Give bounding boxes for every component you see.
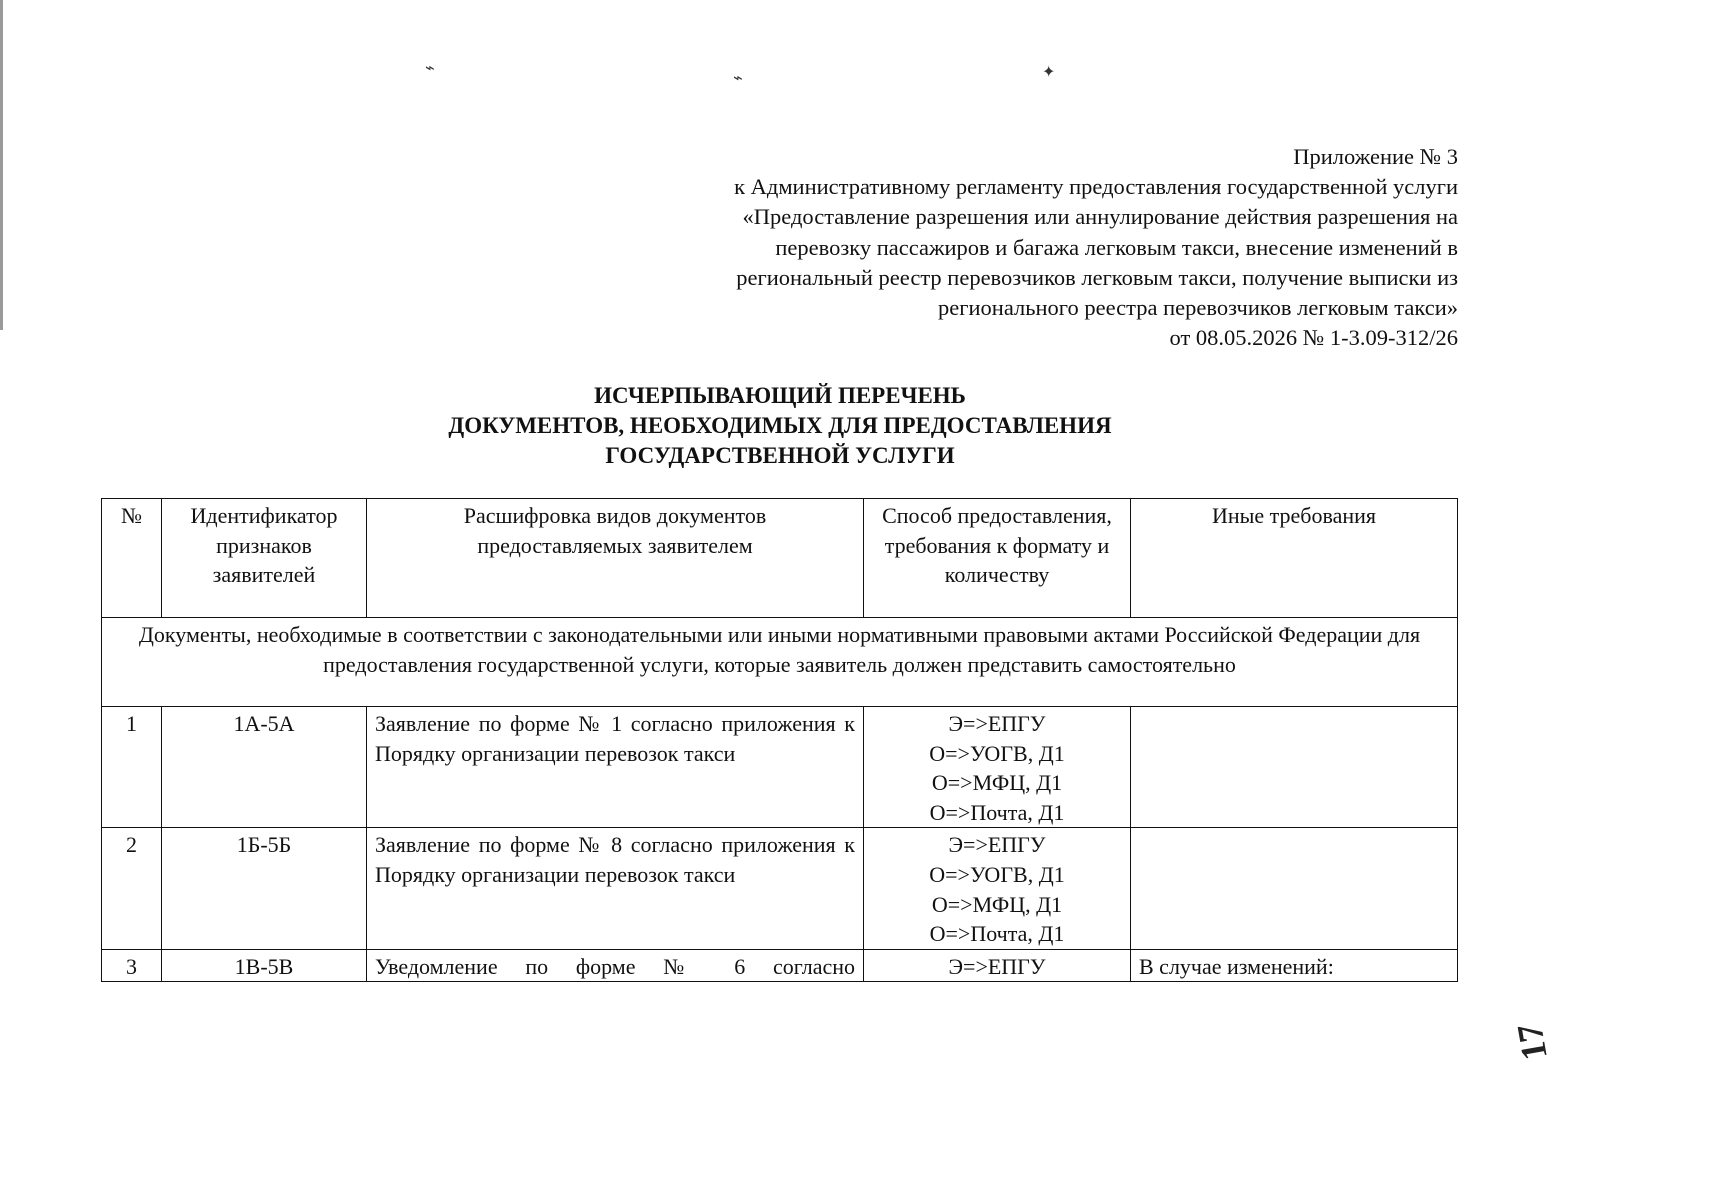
method-line: О=>Почта, Д1 — [929, 921, 1065, 947]
section-row — [102, 618, 1458, 707]
table-row — [102, 707, 1458, 828]
row-document: Заявление по форме № 8 согласно приложения к Порядку организации перевозок такси — [367, 828, 864, 949]
row-identifier: 1А-5А — [162, 707, 367, 828]
scan-edge — [0, 0, 3, 330]
table-row — [102, 828, 1458, 949]
row-method — [864, 949, 1131, 982]
row-num: 2 — [102, 828, 162, 949]
method-line: Э=>ЕПГУ — [948, 711, 1046, 736]
annex-date: от 08.05.2026 № 1-3.09-312/26 — [1169, 325, 1458, 351]
row-identifier: 1В-5В — [162, 949, 367, 982]
row-other — [1131, 707, 1458, 828]
method-line: О=>УОГВ, Д1 — [929, 740, 1065, 766]
row-document: Уведомление по форме № 6 согласно — [367, 949, 864, 982]
title-line: ГОСУДАРСТВЕННОЙ УСЛУГИ — [605, 443, 955, 468]
method-line: О=>УОГВ, Д1 — [929, 861, 1065, 887]
row-other — [1131, 828, 1458, 949]
header-method: Способ предоставления, требования к формату и количеству — [864, 499, 1131, 618]
annex-line: к Административному регламенту предоставления государственной услуги — [734, 174, 1458, 200]
documents-table — [101, 498, 1458, 982]
table-header-row — [102, 499, 1458, 618]
row-num: 3 — [102, 949, 162, 982]
row-document: Заявление по форме № 1 согласно приложения к Порядку организации перевозок такси — [367, 707, 864, 828]
method-line: Э=>ЕПГУ — [948, 953, 1046, 979]
title-line: ИСЧЕРПЫВАЮЩИЙ ПЕРЕЧЕНЬ — [594, 383, 966, 408]
page-number: 17 — [1509, 1020, 1555, 1064]
method-line: О=>МФЦ, Д1 — [931, 770, 1063, 796]
row-method — [864, 707, 1131, 828]
table-row — [102, 949, 1458, 982]
annex-line: региональный реестр перевозчиков легковым такси, получение выписки из — [736, 264, 1458, 290]
header-other: Иные требования — [1131, 499, 1458, 618]
annex-number: Приложение № 3 — [1293, 144, 1458, 169]
annex-line: перевозку пассажиров и багажа легковым такси, внесение изменений в — [775, 234, 1458, 260]
scan-speck: ⌁ — [733, 68, 743, 87]
row-method — [864, 828, 1131, 949]
scan-speck: ✦ — [1042, 62, 1056, 81]
row-num: 1 — [102, 707, 162, 828]
annex-header — [578, 142, 1458, 353]
header-identifier: Идентификатор признаков заявителей — [162, 499, 367, 618]
scan-speck: ⌁ — [425, 58, 435, 77]
title-line: ДОКУМЕНТОВ, НЕОБХОДИМЫХ ДЛЯ ПРЕДОСТАВЛЕНИЯ — [448, 413, 1112, 438]
document-title — [350, 381, 1210, 471]
header-num: № — [102, 499, 162, 618]
header-documents: Расшифровка видов документов предоставляемых заявителем — [367, 499, 864, 618]
method-line: Э=>ЕПГУ — [948, 832, 1046, 858]
annex-line: «Предоставление разрешения или аннулирование действия разрешения на — [742, 204, 1458, 230]
annex-line: регионального реестра перевозчиков легковым такси» — [938, 295, 1458, 321]
section-heading: Документы, необходимые в соответствии с законодательными или иными нормативными правовыми актами Российской Федерации для предоставления государственной услуги, которые заявитель должен представить самостоятельно — [102, 618, 1458, 707]
row-identifier: 1Б-5Б — [162, 828, 367, 949]
method-line: О=>Почта, Д1 — [929, 799, 1065, 825]
method-line: О=>МФЦ, Д1 — [931, 891, 1063, 917]
row-other: В случае изменений: — [1131, 949, 1458, 982]
